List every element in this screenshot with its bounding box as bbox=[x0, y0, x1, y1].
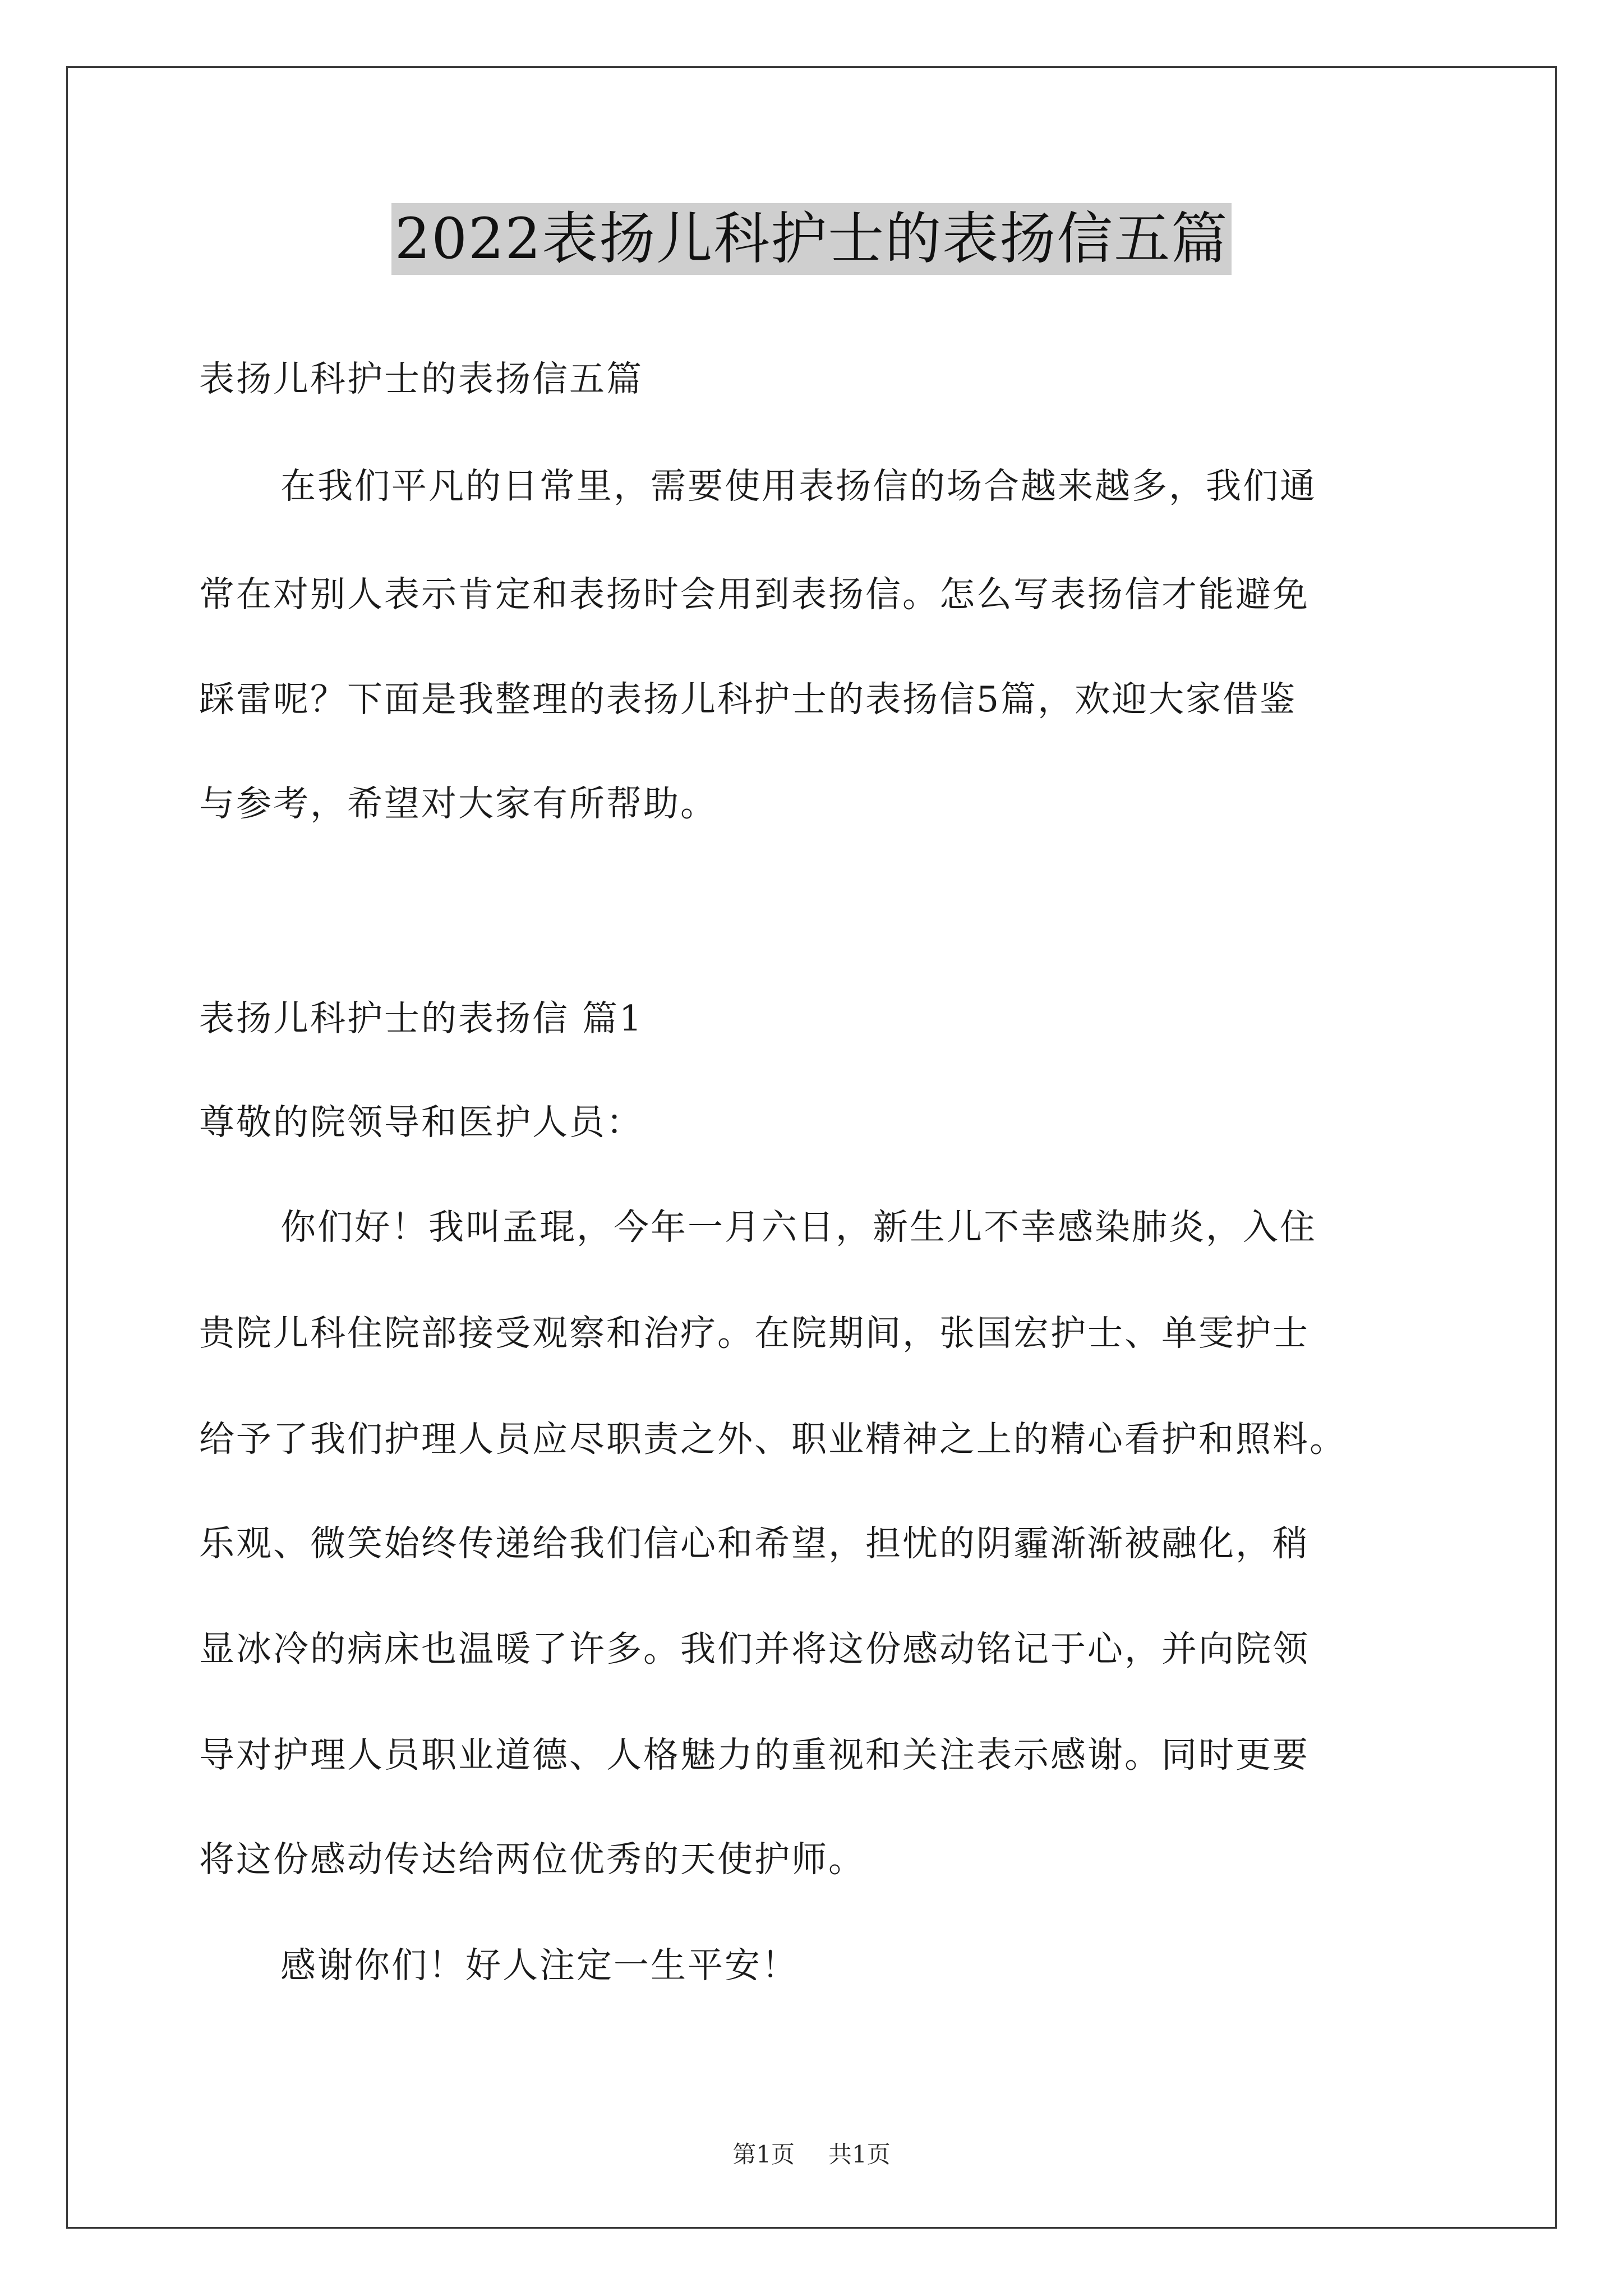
body-line: 贵院儿科住院部接受观察和治疗。在院期间，张国宏护士、单雯护士 bbox=[199, 1313, 1310, 1354]
page-number: 第1页 bbox=[732, 2141, 795, 2168]
intro-line: 踩雷呢？下面是我整理的表扬儿科护士的表扬信5篇，欢迎大家借鉴 bbox=[199, 679, 1297, 720]
document-subtitle: 表扬儿科护士的表扬信五篇 bbox=[199, 358, 643, 399]
body-line: 将这份感动传达给两位优秀的天使护师。 bbox=[199, 1839, 865, 1880]
body-line: 给予了我们护理人员应尽职责之外、职业精神之上的精心看护和照料。 bbox=[199, 1419, 1347, 1460]
page-footer bbox=[0, 2140, 1623, 2169]
body-line: 乐观、微笑始终传递给我们信心和希望，担忧的阴霾渐渐被融化，稍 bbox=[199, 1523, 1310, 1564]
page-total: 共1页 bbox=[828, 2141, 891, 2168]
intro-line: 与参考，希望对大家有所帮助。 bbox=[199, 783, 717, 824]
intro-line: 在我们平凡的日常里，需要使用表扬信的场合越来越多，我们通 bbox=[280, 466, 1317, 507]
section-heading: 表扬儿科护士的表扬信 篇1 bbox=[199, 998, 644, 1039]
title-container bbox=[0, 203, 1623, 275]
body-line: 你们好！我叫孟琨，今年一月六日，新生儿不幸感染肺炎，入住 bbox=[280, 1207, 1317, 1248]
salutation: 尊敬的院领导和医护人员： bbox=[199, 1102, 643, 1143]
intro-line: 常在对别人表示肯定和表扬时会用到表扬信。怎么写表扬信才能避免 bbox=[199, 574, 1310, 615]
body-line: 导对护理人员职业道德、人格魅力的重视和关注表示感谢。同时更要 bbox=[199, 1734, 1310, 1775]
document-title: 2022表扬儿科护士的表扬信五篇 bbox=[391, 203, 1232, 275]
closing-line: 感谢你们！好人注定一生平安！ bbox=[280, 1945, 799, 1986]
body-line: 显冰冷的病床也温暖了许多。我们并将这份感动铭记于心，并向院领 bbox=[199, 1628, 1310, 1669]
